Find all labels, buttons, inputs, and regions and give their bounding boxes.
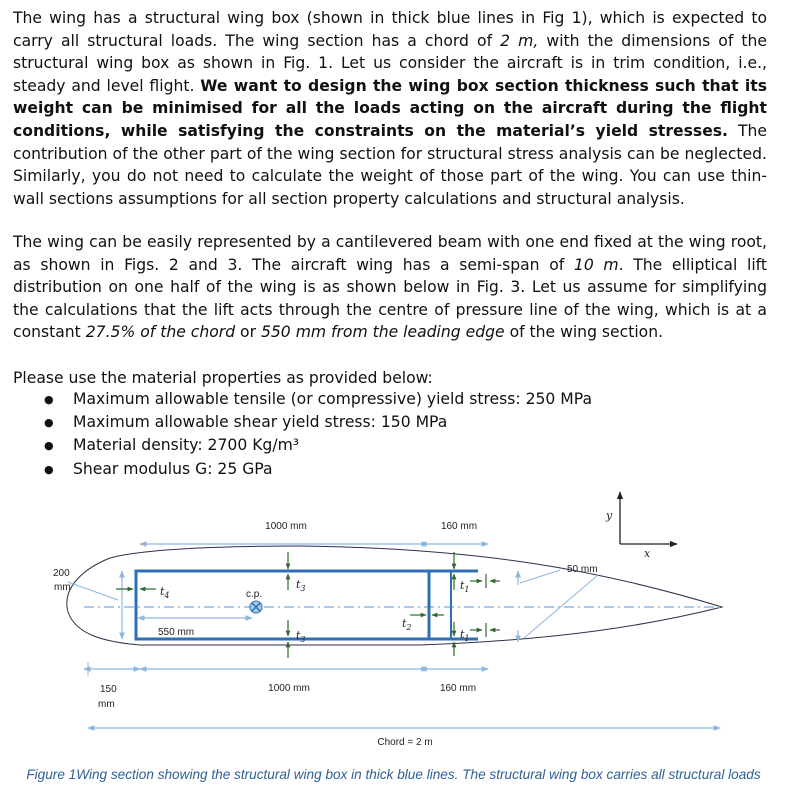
dim-label-box-bottom: 1000 mm <box>268 683 310 694</box>
dim-label-height-value: 200 <box>53 568 70 579</box>
paragraph-cantilever <box>13 231 767 344</box>
t2-label: $t_2$ <box>402 617 412 632</box>
cp-label: c.p. <box>246 589 263 600</box>
t1-bottom-label: $t_1$ <box>460 628 470 643</box>
text: The contribution of the other part of the wing section for structural stress analysis can be neglected. Similarly, you do not need to calculate the weight of those part of the wing. You can use thin-wall sections assumptions for all section property calculations and structural analysis. <box>13 121 767 208</box>
text: . The elliptical lift distribution on one half of the wing is as shown below in Fig. 3. Let us assume for simplifying the calculations that the lift acts through the centre of pressure line of the wing, which is at a constant <box>13 255 767 342</box>
t4-label: $t_4$ <box>160 585 170 600</box>
figure-caption: Figure 1Wing section showing the structural wing box in thick blue lines. The structural wing box carries all structural loads <box>26 767 761 782</box>
material-item: ● Maximum allowable shear yield stress: 150 MPa <box>44 411 592 434</box>
text: with the dimensions of the structural wing box as shown in Fig. 1. Let us consider the aircraft is in trim condition, i.e., steady and level flight. <box>13 31 768 95</box>
text: or <box>235 323 261 342</box>
axis-x-label: x <box>644 547 651 560</box>
dim-label-le-value: 150 <box>100 684 117 695</box>
material-intro: Please use the material properties as provided below: <box>13 369 433 387</box>
cp-percent: 27.5% of the chord <box>85 323 236 342</box>
cp-distance: 550 mm from the leading edge <box>260 323 505 342</box>
t3-top-label: $t_3$ <box>296 578 306 593</box>
semi-span-value: 10 m <box>573 255 619 274</box>
dim-label-trail: 50 mm <box>567 564 598 575</box>
dim-label-flange-top: 160 mm <box>440 521 478 532</box>
material-item: ● Material density: 2700 Kg/m³ <box>44 434 592 457</box>
dim-label-cp: 550 mm <box>158 627 195 638</box>
t3-bottom-label: $t_3$ <box>296 629 306 644</box>
wing-section-figure <box>0 490 787 765</box>
dim-label-box-top: 1000 mm <box>265 521 307 532</box>
design-objective: We want to design the wing box section thickness such that its weight can be minimised for all the loads acting on the aircraft during the flight conditions, while satisfying the constraints on the material’s yield stresses. <box>13 76 767 140</box>
t1-top-label: $t_1$ <box>460 579 470 594</box>
dim-leader-trail-upper <box>520 570 560 583</box>
paragraph-wing-box <box>13 7 767 210</box>
text: The wing has a structural wing box (shown in thick blue lines in Fig 1), which is expected to carry all structural loads. The wing section has a chord of <box>13 9 767 50</box>
dim-leader-height <box>68 582 118 600</box>
text: of the wing section. <box>504 323 664 342</box>
chord-value: 2 m, <box>500 31 539 50</box>
dim-label-le-unit: mm <box>98 699 115 710</box>
text: The wing can be easily represented by a cantilevered beam with one end fixed at the wing root, as shown in Figs. 2 and 3. The aircraft wing has a semi-span of <box>13 233 767 274</box>
material-item: ● Shear modulus G: 25 GPa <box>44 458 592 481</box>
dim-label-flange-bottom: 160 mm <box>439 683 477 694</box>
axis-y-label: y <box>606 509 613 522</box>
material-list <box>44 388 592 481</box>
chord-label: Chord = 2 m <box>377 737 433 748</box>
cp-marker-icon <box>250 601 262 613</box>
material-item: ● Maximum allowable tensile (or compressive) yield stress: 250 MPa <box>44 388 592 411</box>
dim-label-height-unit: mm <box>54 582 71 593</box>
